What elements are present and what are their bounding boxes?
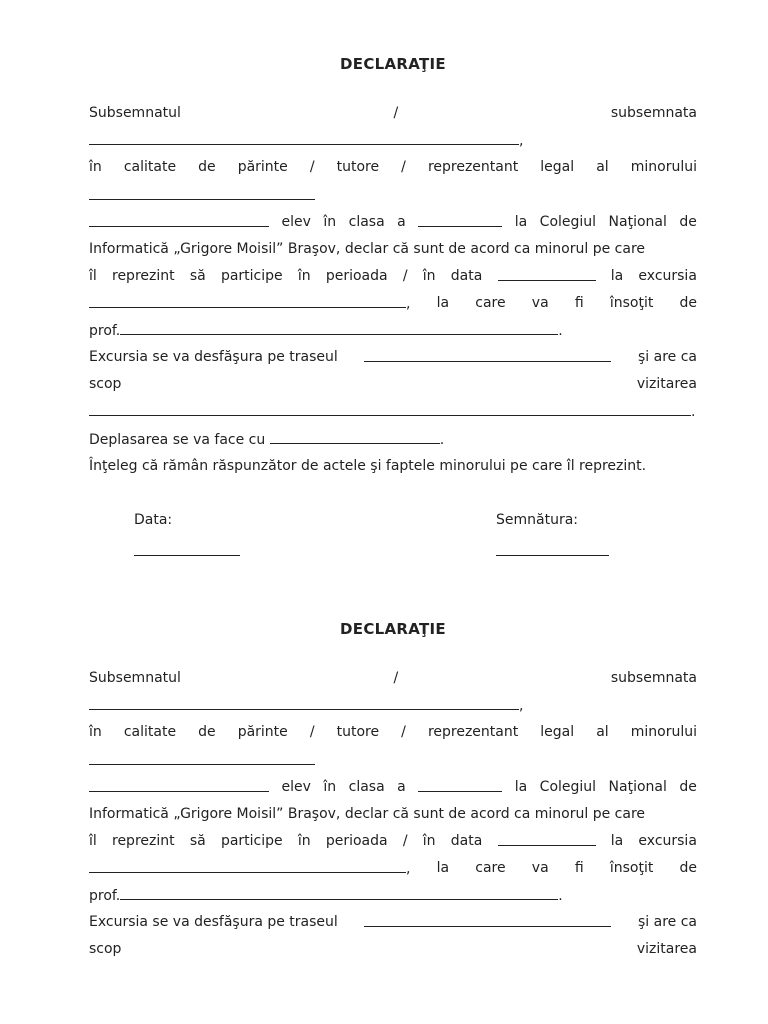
word: calitate xyxy=(123,159,177,175)
calitate-line xyxy=(89,157,697,177)
minor-name-blank-line xyxy=(89,750,315,770)
word: îl xyxy=(89,268,97,284)
word: la xyxy=(436,295,450,311)
excursion-blank[interactable] xyxy=(89,293,406,308)
minor-name-blank-2[interactable] xyxy=(89,777,269,792)
word: scop xyxy=(89,376,122,392)
word: Subsemnatul xyxy=(89,670,181,686)
word: reprezentant xyxy=(427,159,519,175)
word: / xyxy=(402,833,408,849)
date-label: Data: xyxy=(134,512,173,528)
clasa-line xyxy=(89,777,697,797)
period: . xyxy=(691,404,696,420)
minor-name-blank[interactable] xyxy=(89,750,315,765)
word: / xyxy=(393,670,399,686)
subsemnatul-line xyxy=(89,103,697,123)
minor-name-blank-line xyxy=(89,185,315,205)
word: Colegiul xyxy=(539,779,597,795)
word: a xyxy=(397,214,406,230)
word: data xyxy=(450,833,483,849)
word: de xyxy=(679,779,697,795)
perioada-line xyxy=(89,831,697,851)
word: în xyxy=(323,214,337,230)
word: Subsemnatul xyxy=(89,105,181,121)
word: elev xyxy=(281,214,311,230)
word: la xyxy=(610,268,624,284)
word: Naţional xyxy=(608,779,667,795)
transport-blank[interactable] xyxy=(270,429,440,444)
text: şi are ca xyxy=(637,914,697,930)
comma: , xyxy=(519,133,524,149)
subsemnatul-line xyxy=(89,668,697,688)
route-blank[interactable] xyxy=(364,347,611,362)
word: calitate xyxy=(123,724,177,740)
word: în xyxy=(297,833,311,849)
insotit-line xyxy=(89,293,697,313)
excursion-blank[interactable] xyxy=(89,858,406,873)
purpose-blank[interactable] xyxy=(89,401,691,416)
word: în xyxy=(422,268,436,284)
word: la xyxy=(514,214,528,230)
informatica-line: Informatică „Grigore Moisil” Braşov, declar că sunt de acord ca minorul pe care xyxy=(89,806,646,822)
word: Naţional xyxy=(608,214,667,230)
word: tutore xyxy=(336,724,380,740)
minor-name-blank[interactable] xyxy=(89,185,315,200)
text: Excursia se va desfăşura pe traseul xyxy=(89,349,338,365)
word: însoţit xyxy=(609,295,654,311)
comma: , xyxy=(406,296,411,312)
purpose-blank-line xyxy=(89,401,695,421)
traseul-line xyxy=(89,347,697,367)
prof-line xyxy=(89,885,563,905)
perioada-line xyxy=(89,266,697,286)
word: scop xyxy=(89,941,122,957)
word: reprezint xyxy=(112,268,175,284)
date-period-blank[interactable] xyxy=(498,831,596,846)
text: Deplasarea se va face cu xyxy=(89,432,266,448)
word: care xyxy=(475,860,506,876)
word: va xyxy=(531,295,549,311)
word: care xyxy=(475,295,506,311)
word: a xyxy=(397,779,406,795)
declaration-title: DECLARAŢIE xyxy=(340,620,446,638)
word: clasa xyxy=(348,779,385,795)
word: de xyxy=(679,860,697,876)
period: . xyxy=(558,888,563,904)
minor-name-blank-2[interactable] xyxy=(89,212,269,227)
text: Excursia se va desfăşura pe traseul xyxy=(89,914,338,930)
name-blank-line xyxy=(89,130,523,150)
word: Colegiul xyxy=(539,214,597,230)
word: / xyxy=(309,159,315,175)
word: perioada xyxy=(325,268,388,284)
name-blank-line xyxy=(89,695,523,715)
word: / xyxy=(309,724,315,740)
traseul-line xyxy=(89,912,697,932)
word: la xyxy=(610,833,624,849)
class-blank[interactable] xyxy=(418,777,502,792)
date-blank[interactable] xyxy=(134,555,240,556)
word: în xyxy=(89,724,102,740)
word: participe xyxy=(220,268,283,284)
word: participe xyxy=(220,833,283,849)
period: . xyxy=(439,432,445,448)
period: . xyxy=(558,323,563,339)
route-blank[interactable] xyxy=(364,912,611,927)
word: vizitarea xyxy=(636,941,697,957)
word: reprezint xyxy=(112,833,175,849)
word: să xyxy=(189,268,206,284)
word: / xyxy=(402,268,408,284)
signature-label: Semnătura: xyxy=(496,512,579,528)
word: de xyxy=(679,295,697,311)
word: de xyxy=(198,724,216,740)
word: elev xyxy=(281,779,311,795)
word: reprezentant xyxy=(427,724,519,740)
word: subsemnata xyxy=(610,105,697,121)
word: subsemnata xyxy=(610,670,697,686)
word: minorului xyxy=(630,159,697,175)
word: legal xyxy=(540,159,575,175)
word: / xyxy=(393,105,399,121)
scop-line xyxy=(89,939,697,959)
professor-blank[interactable] xyxy=(120,320,558,335)
word: minorului xyxy=(630,724,697,740)
comma: , xyxy=(519,698,524,714)
word: excursia xyxy=(638,268,697,284)
word: excursia xyxy=(638,833,697,849)
word: va xyxy=(531,860,549,876)
word: al xyxy=(596,724,609,740)
name-blank[interactable] xyxy=(89,695,519,710)
word: în xyxy=(323,779,337,795)
word: prof. xyxy=(89,888,121,904)
date-period-blank[interactable] xyxy=(498,266,596,281)
declaration-title: DECLARAŢIE xyxy=(340,55,446,73)
word: îl xyxy=(89,833,97,849)
text: şi are ca xyxy=(637,349,697,365)
word: perioada xyxy=(325,833,388,849)
word: de xyxy=(198,159,216,175)
word: data xyxy=(450,268,483,284)
word: în xyxy=(297,268,311,284)
inteleg-line: Înţeleg că rămân răspunzător de actele şi faptele minorului pe care îl reprezint. xyxy=(89,458,647,474)
word: să xyxy=(189,833,206,849)
scop-line xyxy=(89,374,697,394)
word: în xyxy=(89,159,102,175)
word: părinte xyxy=(237,159,288,175)
clasa-line xyxy=(89,212,697,232)
word: / xyxy=(401,724,406,740)
calitate-line xyxy=(89,722,697,742)
informatica-line: Informatică „Grigore Moisil” Braşov, declar că sunt de acord ca minorul pe care xyxy=(89,241,646,257)
word: legal xyxy=(540,724,575,740)
word: / xyxy=(401,159,406,175)
word: prof. xyxy=(89,323,121,339)
word: fi xyxy=(574,295,584,311)
professor-blank[interactable] xyxy=(120,885,558,900)
word: vizitarea xyxy=(636,376,697,392)
comma: , xyxy=(406,861,411,877)
word: de xyxy=(679,214,697,230)
word: însoţit xyxy=(609,860,654,876)
word: părinte xyxy=(237,724,288,740)
word: la xyxy=(514,779,528,795)
word: la xyxy=(436,860,450,876)
deplasarea-line xyxy=(89,429,444,449)
word: al xyxy=(596,159,609,175)
class-blank[interactable] xyxy=(418,212,502,227)
signature-blank[interactable] xyxy=(496,555,609,556)
word: în xyxy=(422,833,436,849)
word: tutore xyxy=(336,159,380,175)
word: fi xyxy=(574,860,584,876)
insotit-line xyxy=(89,858,697,878)
prof-line xyxy=(89,320,563,340)
name-blank[interactable] xyxy=(89,130,519,145)
word: clasa xyxy=(348,214,385,230)
